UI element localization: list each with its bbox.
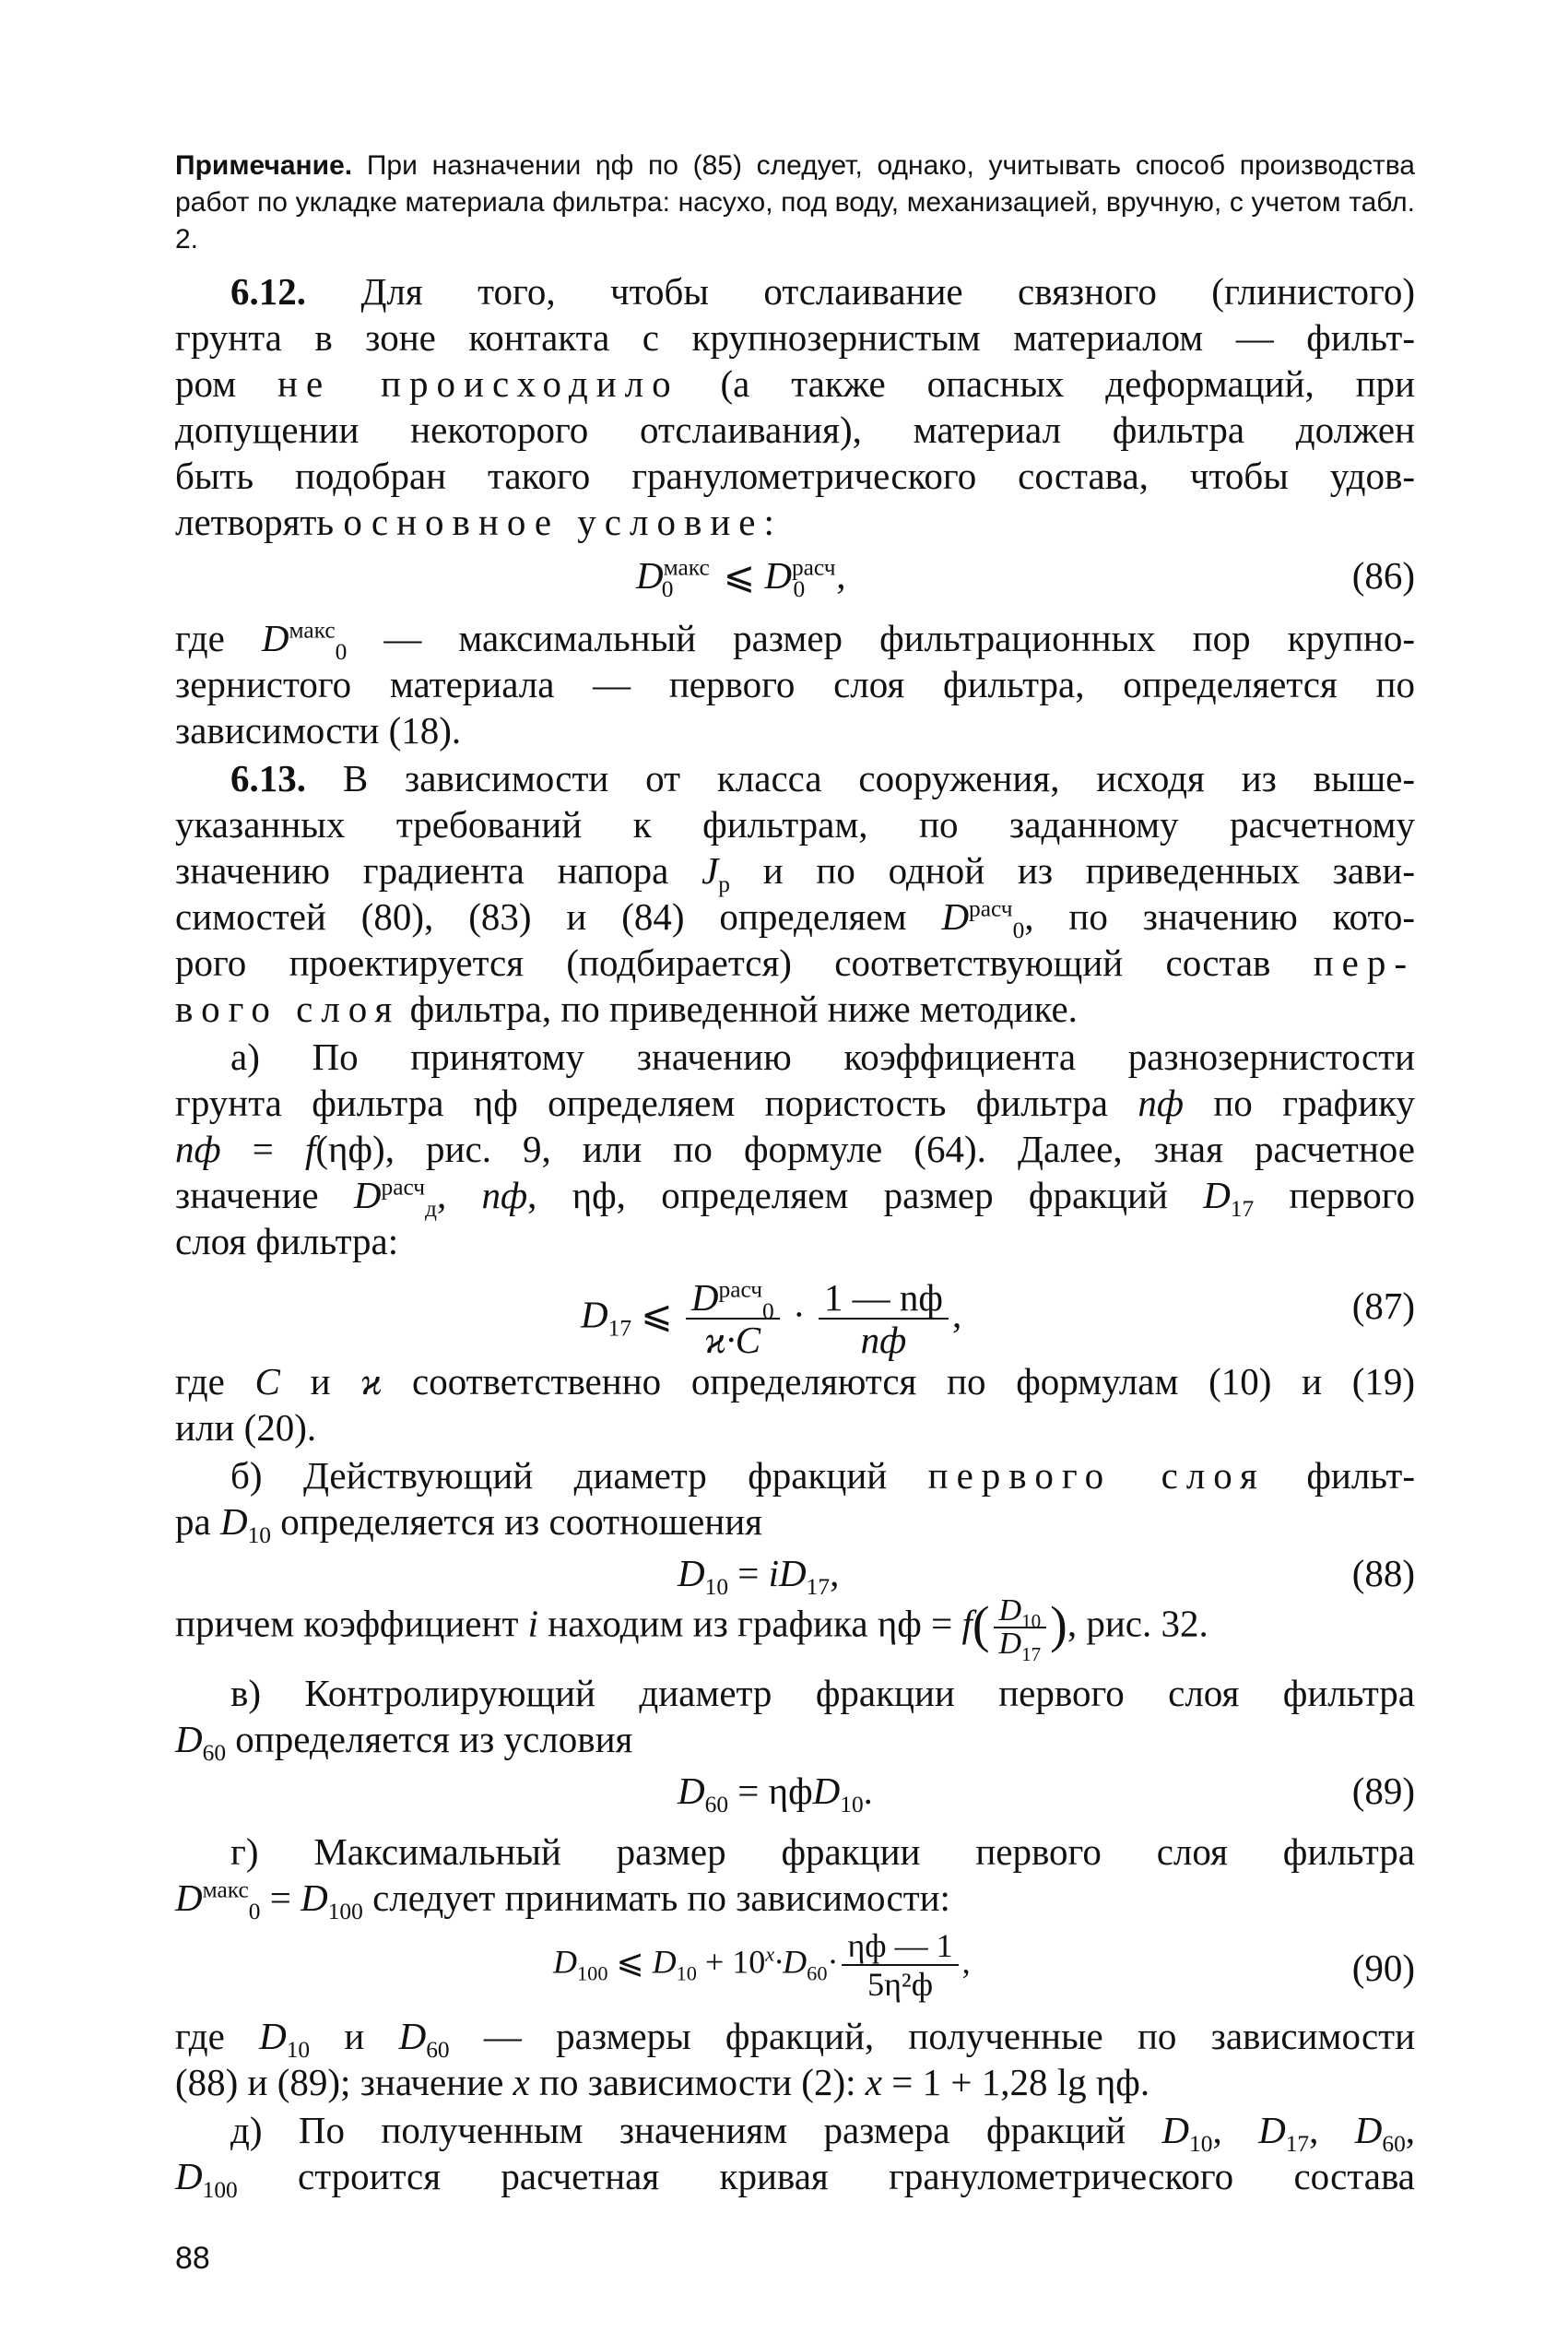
symbol: D	[175, 1876, 203, 1919]
pg-line-1	[175, 1829, 1415, 1874]
operator: ·	[827, 1943, 839, 1981]
relation: ⩽	[616, 1943, 644, 1981]
symbol: D	[636, 554, 664, 597]
text: В зависимости от класса сооружения, исходя из выше-	[342, 757, 1415, 799]
symbol: D	[1161, 2109, 1190, 2151]
text: а) По принятому значению коэффициента разнозернистости	[230, 1036, 1415, 1078]
symbol: nф	[1138, 1082, 1184, 1124]
p613-line-6	[175, 987, 1415, 1031]
symbol: x	[513, 2061, 530, 2103]
operator: = ηф	[728, 1770, 813, 1812]
superscript: расч	[969, 895, 1013, 922]
superscript: расч	[791, 554, 836, 581]
spaced-text: вого слоя	[175, 988, 401, 1030]
text: летворять	[175, 501, 335, 543]
symbol: D	[690, 1276, 719, 1319]
symbol: D	[261, 617, 289, 659]
pa-line-3	[175, 1127, 1415, 1171]
p613-line-2	[175, 802, 1415, 846]
symbol: D	[301, 1876, 328, 1919]
text: по графику	[1213, 1082, 1416, 1124]
pv-line-1	[175, 1671, 1415, 1715]
spaced-text: основное условие:	[343, 501, 783, 543]
subscript: 0	[1012, 917, 1025, 944]
text: значение	[175, 1174, 319, 1216]
symbol: D	[219, 1500, 248, 1543]
text: и	[344, 2015, 365, 2057]
text: (88) и (89); значение	[175, 2061, 504, 2103]
pb-line-1	[175, 1453, 1415, 1497]
text: зернистого материала — первого слоя фильтра, определяется по	[175, 663, 1415, 705]
fraction-2	[819, 1277, 949, 1360]
equation-89	[678, 1769, 873, 1818]
text: в) Контролирующий диаметр фракции первого слоя фильтра	[230, 1672, 1415, 1714]
equation-number-90: (90)	[1351, 1947, 1415, 1989]
symbol: ηф	[473, 1082, 518, 1124]
symbol: D	[553, 1943, 577, 1981]
pd-line-2	[175, 2154, 1415, 2204]
subscript: 0	[661, 576, 674, 603]
spaced-text: не происходило	[277, 362, 679, 405]
spaced-text: первого слоя	[927, 1454, 1266, 1497]
operator: ·	[792, 1293, 806, 1336]
pa-line-1	[175, 1035, 1415, 1079]
subscript: 17	[1285, 2131, 1310, 2158]
operator: =	[728, 1552, 769, 1594]
punct: ,	[961, 1943, 971, 1981]
subscript: 60	[426, 2037, 450, 2064]
subscript: 0	[335, 639, 348, 666]
p613-line-5	[175, 941, 1415, 985]
text: и	[310, 1360, 331, 1403]
text: указанных требований к фильтрам, по заданному расчетному	[175, 803, 1415, 846]
symbol: D	[812, 1770, 841, 1812]
punct: ,	[830, 1552, 840, 1594]
subscript: 0	[762, 1298, 774, 1325]
text: Для того, чтобы отслаивание связного (глинистого)	[360, 270, 1415, 313]
after86-line-3	[175, 708, 1415, 752]
numerator	[686, 1276, 780, 1325]
text: строится расчетная кривая гранулометрического состава	[298, 2155, 1415, 2197]
subscript: 10	[247, 1522, 271, 1549]
subscript: 10	[704, 1574, 729, 1601]
subscript: 17	[1230, 1196, 1255, 1223]
after90-line-1	[175, 2014, 1416, 2064]
symbol: J	[701, 849, 719, 892]
after87-line-2	[175, 1405, 1415, 1450]
section-number: 6.12.	[230, 270, 306, 313]
superscript: макс	[289, 617, 336, 644]
text: где	[175, 2015, 225, 2057]
symbol: nф	[175, 1128, 221, 1170]
pa-line-2	[175, 1081, 1415, 1125]
symbol: i	[527, 1602, 539, 1645]
pd-line-1: д) По полученным значениям размера фракций $D_{10}$, $D_{17}$, $D_{60}$,	[175, 2108, 1415, 2152]
subscript: р	[718, 871, 730, 898]
text: , ηф, определяем размер фракций	[527, 1174, 1168, 1216]
subscript: 10	[286, 2037, 311, 2064]
subscript: 10	[840, 1792, 864, 1818]
symbol: D	[581, 1293, 608, 1336]
fraction	[842, 1927, 958, 2003]
subscript: 60	[807, 1961, 828, 1985]
text: где	[175, 1360, 225, 1403]
symbol: D	[175, 2155, 203, 2197]
symbol: D	[941, 895, 970, 938]
symbol: D	[779, 1552, 807, 1594]
punct: .	[863, 1770, 873, 1812]
text: по зависимости (2):	[539, 2061, 856, 2103]
subscript: 60	[1382, 2131, 1406, 2158]
subscript: 0	[248, 1899, 261, 1925]
text: грунта в зоне контакта с крупнозернистым материалом — фильт-	[175, 316, 1415, 359]
text: — размеры фракций, полученные по зависимости	[449, 2015, 1416, 2057]
text: определяется из соотношения	[280, 1500, 763, 1543]
section-number: 6.13.	[230, 757, 306, 799]
symbol: D	[353, 1174, 382, 1216]
after87-line-1	[175, 1359, 1415, 1403]
symbol: D	[998, 1627, 1022, 1661]
punct: ,	[951, 1293, 962, 1336]
denominator: 5η²ф	[867, 1966, 934, 2003]
relation: ⩽	[723, 554, 756, 597]
subscript: 10	[676, 1961, 697, 1985]
text: фильт-	[1306, 1454, 1415, 1497]
subscript: 17	[806, 1574, 831, 1601]
symbol: D	[1354, 2109, 1383, 2151]
text: , рис. 32.	[1067, 1602, 1208, 1645]
p613-line-1	[175, 756, 1415, 800]
text: ,	[436, 1174, 482, 1216]
p612-line-5	[175, 454, 1415, 498]
pb-line-2	[175, 1499, 1415, 1549]
symbol: D	[175, 1718, 203, 1760]
subscript: 100	[202, 2177, 238, 2204]
superscript: x	[765, 1942, 775, 1966]
text: ра	[175, 1500, 211, 1543]
text: симостей (80), (83) и (84) определяем	[175, 895, 907, 938]
equation-90	[553, 1927, 971, 2003]
after88-line: причем коэффициент i находим из графика ηф = f( $\frac{D_{10}}{D_{17}}$ ), рис. 32.	[175, 1593, 1208, 1665]
equation-86	[636, 553, 846, 603]
text: ром	[175, 362, 237, 405]
spaced-text: пер-	[1313, 941, 1415, 984]
symbol: D	[678, 1552, 705, 1594]
subscript: 60	[704, 1792, 729, 1818]
symbol: D	[1258, 2109, 1286, 2151]
symbol: D	[652, 1943, 677, 1981]
denominator: nф	[860, 1319, 907, 1361]
equation-87	[581, 1277, 961, 1360]
text: (ηф), рис. 9, или по формуле (64). Далее, зная расчетное	[315, 1128, 1415, 1170]
text: определяем пористость фильтра	[548, 1082, 1109, 1124]
operator: =	[260, 1876, 301, 1919]
text: =	[220, 1128, 305, 1170]
p612-line-3	[175, 361, 1415, 406]
superscript: расч	[718, 1276, 763, 1303]
text: (а также опасных деформаций, при	[720, 362, 1416, 405]
numerator: 1 — nф	[819, 1277, 949, 1320]
symbol: D	[764, 554, 792, 597]
subscript: 17	[1021, 1642, 1042, 1665]
text: или (20).	[175, 1406, 317, 1449]
subscript: 0	[793, 576, 806, 603]
after90-line-2	[175, 2060, 1415, 2104]
p612-line-1	[175, 269, 1415, 314]
note-label: Примечание.	[175, 150, 353, 181]
after86-line-1	[175, 616, 1415, 666]
subscript: 10	[1189, 2131, 1213, 2158]
text: зависимости (18).	[175, 709, 462, 752]
symbol: C	[254, 1360, 280, 1403]
text: быть подобран такого гранулометрического состава, чтобы удов-	[175, 455, 1415, 497]
subscript: 100	[327, 1899, 363, 1925]
text: д) По полученным значениям размера фракций	[230, 2109, 1126, 2151]
subscript: 10	[1021, 1609, 1042, 1632]
superscript: макс	[663, 554, 710, 581]
text: значению градиента напора	[175, 849, 669, 892]
equation-number-88: (88)	[1351, 1552, 1415, 1594]
symbol: D	[398, 2015, 427, 2057]
text: и по одной из приведенных зави-	[762, 849, 1416, 892]
text: , по значению кото-	[1024, 895, 1415, 938]
denominator	[994, 1627, 1047, 1665]
note-paragraph	[175, 148, 1415, 258]
subscript: 17	[607, 1315, 632, 1342]
symbol: ·D	[774, 1943, 808, 1981]
operator: + 10	[704, 1943, 766, 1981]
symbol: D	[259, 2015, 287, 2057]
numerator: ηф — 1	[842, 1927, 958, 1966]
symbol: f	[304, 1128, 316, 1170]
text: первого	[1289, 1174, 1416, 1216]
text: г) Максимальный размер фракции первого слоя фильтра	[230, 1830, 1415, 1873]
superscript: макс	[202, 1876, 249, 1903]
equation-number-89: (89)	[1351, 1770, 1415, 1812]
p612-line-2	[175, 315, 1415, 360]
symbol: nф	[481, 1174, 528, 1216]
symbol: ϰ	[360, 1360, 383, 1403]
text: определяется из условия	[235, 1718, 633, 1760]
symbol: D	[998, 1593, 1022, 1628]
p613-line-3	[175, 848, 1416, 898]
text: находим из графика ηф =	[548, 1602, 962, 1645]
text: причем коэффициент	[175, 1602, 519, 1645]
subscript: 60	[202, 1740, 227, 1767]
equation-number-86: (86)	[1351, 554, 1415, 597]
text: рого проектируется (подбирается) соответствующий состав	[175, 941, 1271, 984]
symbol: D	[678, 1770, 705, 1812]
p612-line-6	[175, 500, 1415, 544]
denominator: ϰ·C	[704, 1319, 761, 1361]
fraction	[994, 1593, 1047, 1665]
p612-line-4	[175, 408, 1415, 452]
p613-line-4	[175, 894, 1415, 944]
text: = 1 + 1,28 lg ηф.	[881, 2061, 1150, 2103]
text: где	[175, 617, 225, 659]
equation-88	[678, 1551, 840, 1601]
equation-number-87: (87)	[1351, 1284, 1415, 1327]
relation: ⩽	[641, 1293, 673, 1336]
fraction-1	[686, 1277, 780, 1360]
subscript: 100	[577, 1961, 608, 1985]
text: фильтра, по приведенной ниже методике.	[409, 988, 1078, 1030]
numerator	[994, 1593, 1047, 1632]
punct: ,	[836, 554, 846, 597]
symbol: x	[865, 2061, 882, 2103]
pg-line-2	[175, 1876, 1415, 1925]
pa-line-4	[175, 1173, 1416, 1223]
text: б) Действующий диаметр фракций	[230, 1454, 888, 1497]
symbol: f	[961, 1602, 973, 1645]
symbol: i	[768, 1552, 780, 1594]
note-text: При назначении ηф по (85) следует, однако, учитывать способ производства работ по укладке материала фильтра: насухо, под воду, механизацией, вручную, с учетом табл. 2.	[175, 150, 1415, 255]
text: грунта фильтра	[175, 1082, 444, 1124]
text: допущении некоторого отслаивания), материал фильтра должен	[175, 408, 1415, 451]
pv-line-2	[175, 1717, 1415, 1767]
text: следует принимать по зависимости:	[372, 1876, 950, 1919]
text: слоя фильтра:	[175, 1220, 399, 1262]
symbol: D	[1203, 1174, 1231, 1216]
page-number: 88	[175, 2241, 210, 2276]
text: соответственно определяются по формулам (10) и (19)	[412, 1360, 1416, 1403]
pa-line-5	[175, 1219, 1415, 1263]
after86-line-2	[175, 662, 1415, 706]
superscript: расч	[381, 1174, 426, 1201]
subscript: д	[425, 1196, 437, 1223]
text: — максимальный размер фильтрационных пор крупно-	[347, 617, 1415, 659]
